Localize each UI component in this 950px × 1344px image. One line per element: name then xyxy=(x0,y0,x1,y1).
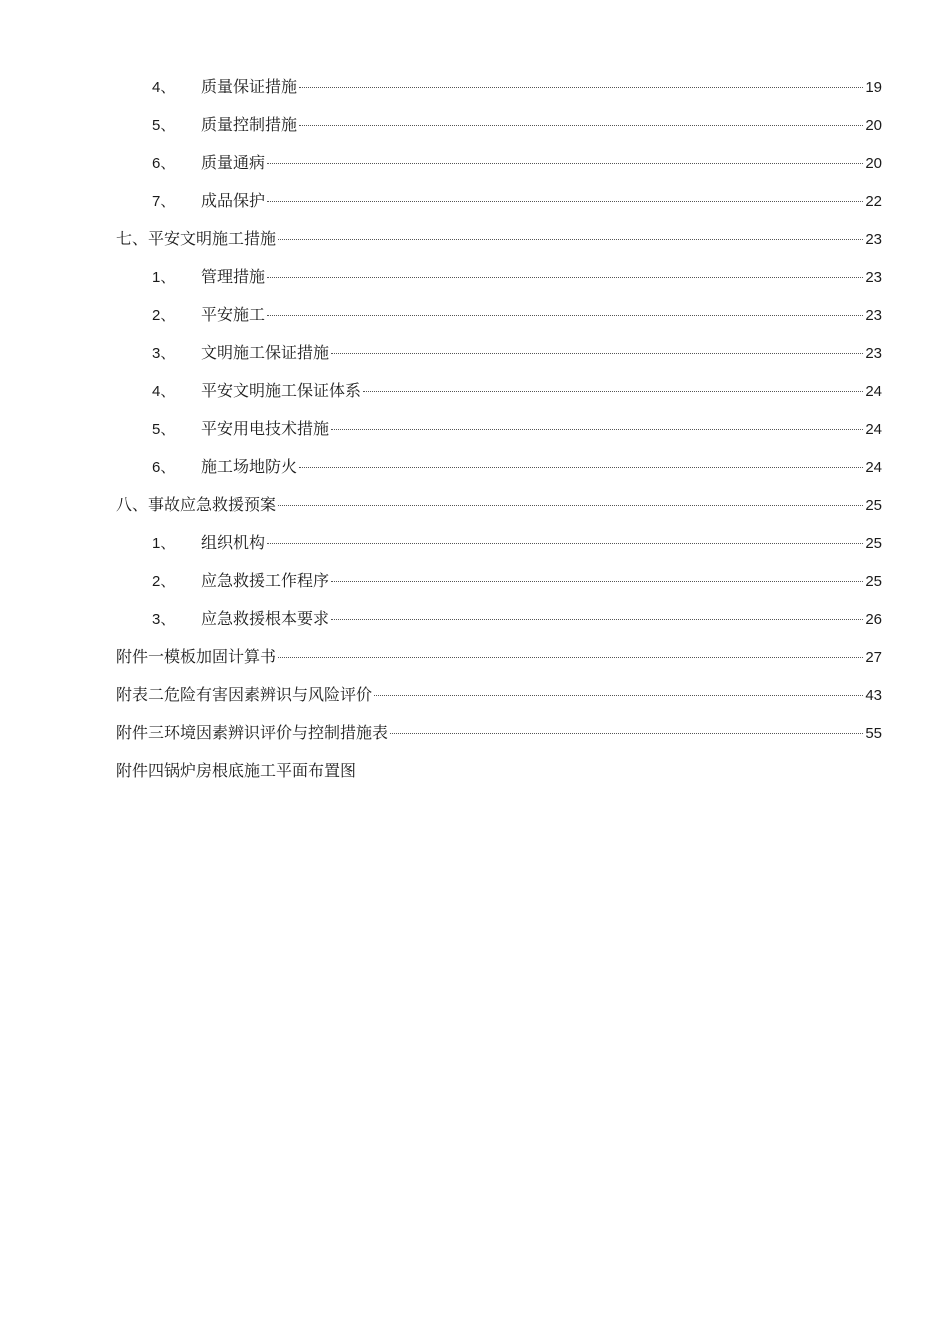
toc-entry-title: 平安施工 xyxy=(201,305,266,324)
toc-entry-page: 24 xyxy=(865,421,882,438)
toc-entry xyxy=(116,448,882,486)
toc-entry-title: 质量通病 xyxy=(201,153,266,172)
toc-entry-number: 3、 xyxy=(152,345,176,362)
toc-entry-number: 1、 xyxy=(152,535,176,552)
toc-entry-title: 质量控制措施 xyxy=(201,115,298,134)
toc-dot-leader xyxy=(299,467,863,468)
toc-entry xyxy=(116,296,882,334)
toc-dot-leader xyxy=(267,163,863,164)
toc-dot-leader xyxy=(278,505,863,506)
toc-dot-leader xyxy=(267,277,863,278)
toc-entry-page: 25 xyxy=(865,535,882,552)
toc-entry-number: 1、 xyxy=(152,269,176,286)
toc-entry-page: 43 xyxy=(865,687,882,704)
toc-entry xyxy=(116,600,882,638)
toc-dot-leader xyxy=(267,543,863,544)
toc-entry-number: 4、 xyxy=(152,79,176,96)
toc-entry-number: 2、 xyxy=(152,307,176,324)
toc-entry-number: 6、 xyxy=(152,155,176,172)
toc-dot-leader xyxy=(299,125,863,126)
toc-appendix-entry xyxy=(116,714,882,752)
toc-entry-number: 5、 xyxy=(152,421,176,438)
toc-entry-page: 27 xyxy=(865,649,882,666)
toc-dot-leader xyxy=(331,429,863,430)
toc-entry-number: 7、 xyxy=(152,193,176,210)
toc-entry-title: 应急救援工作程序 xyxy=(201,571,330,590)
toc-dot-leader xyxy=(267,315,863,316)
toc-appendix-title: 附件四锅炉房根底施工平面布置图 xyxy=(116,761,357,780)
toc-entry-page: 55 xyxy=(865,725,882,742)
toc-entry xyxy=(116,334,882,372)
toc-entry-page: 22 xyxy=(865,193,882,210)
toc-entry-page: 25 xyxy=(865,573,882,590)
toc-entry-page: 19 xyxy=(865,79,882,96)
toc-appendix-entry xyxy=(116,752,882,790)
toc-entry-number: 6、 xyxy=(152,459,176,476)
toc-entry xyxy=(116,258,882,296)
toc-dot-leader xyxy=(331,581,863,582)
toc-entry-page: 24 xyxy=(865,459,882,476)
toc-entry-page: 23 xyxy=(865,231,882,248)
toc-section-heading xyxy=(116,220,882,258)
toc-section-title: 八、事故应急救援预案 xyxy=(116,495,277,514)
toc-entry-page: 24 xyxy=(865,383,882,400)
toc-appendix-title: 附表二危险有害因素辨识与风险评价 xyxy=(116,685,373,704)
toc-dot-leader xyxy=(278,657,863,658)
toc-entry-title: 组织机构 xyxy=(201,533,266,552)
toc-section-title: 七、平安文明施工措施 xyxy=(116,229,277,248)
toc-entry-number: 4、 xyxy=(152,383,176,400)
toc-entry-title: 平安文明施工保证体系 xyxy=(201,381,362,400)
toc-entry xyxy=(116,68,882,106)
toc-entry xyxy=(116,106,882,144)
toc-entry-page: 23 xyxy=(865,269,882,286)
toc-entry xyxy=(116,372,882,410)
toc-entry-title: 质量保证措施 xyxy=(201,77,298,96)
toc-entry-title: 成品保护 xyxy=(201,191,266,210)
toc-entry-title: 应急救援根本要求 xyxy=(201,609,330,628)
toc-dot-leader xyxy=(299,87,863,88)
toc-dot-leader xyxy=(331,619,863,620)
toc-entry-title: 平安用电技术措施 xyxy=(201,419,330,438)
toc-entry xyxy=(116,562,882,600)
toc-entry-page: 23 xyxy=(865,345,882,362)
toc-entry xyxy=(116,410,882,448)
toc-appendix-entry xyxy=(116,638,882,676)
toc-entry-number: 3、 xyxy=(152,611,176,628)
toc-entry-title: 施工场地防火 xyxy=(201,457,298,476)
toc-entry xyxy=(116,524,882,562)
toc-appendix-title: 附件三环境因素辨识评价与控制措施表 xyxy=(116,723,389,742)
toc-appendix-title: 附件一模板加固计算书 xyxy=(116,647,277,666)
toc-dot-leader xyxy=(331,353,863,354)
toc-dot-leader xyxy=(374,695,863,696)
toc-entry-page: 20 xyxy=(865,117,882,134)
toc-dot-leader xyxy=(363,391,863,392)
toc-entry-page: 25 xyxy=(865,497,882,514)
toc-dot-leader xyxy=(390,733,863,734)
toc-entry-page: 26 xyxy=(865,611,882,628)
toc-entry-title: 管理措施 xyxy=(201,267,266,286)
toc-entry-number: 2、 xyxy=(152,573,176,590)
table-of-contents xyxy=(116,68,882,790)
toc-entry-number: 5、 xyxy=(152,117,176,134)
toc-entry-page: 20 xyxy=(865,155,882,172)
toc-entry xyxy=(116,144,882,182)
toc-section-heading xyxy=(116,486,882,524)
toc-appendix-entry xyxy=(116,676,882,714)
toc-entry-title: 文明施工保证措施 xyxy=(201,343,330,362)
toc-entry xyxy=(116,182,882,220)
toc-dot-leader xyxy=(267,201,863,202)
toc-dot-leader xyxy=(278,239,863,240)
toc-entry-page: 23 xyxy=(865,307,882,324)
